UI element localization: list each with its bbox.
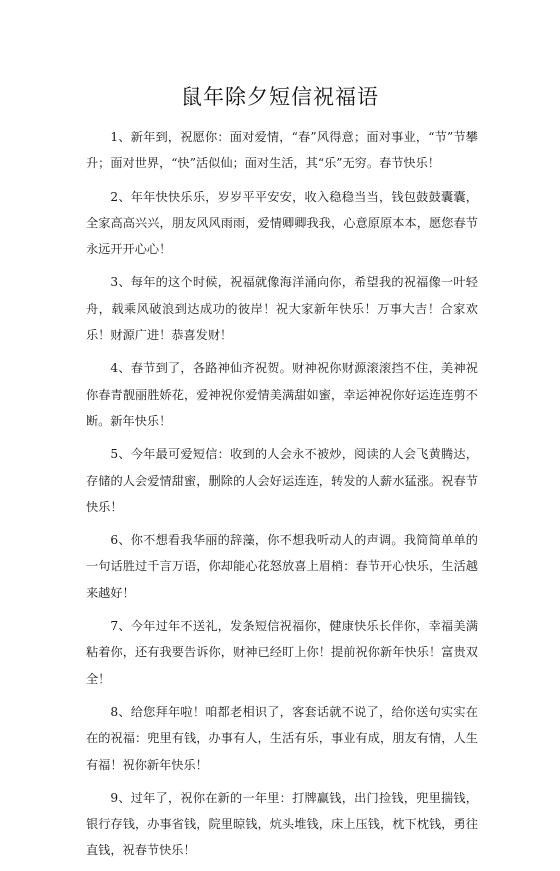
greeting-paragraph-1: 1、新年到，祝愿你：面对爱情，“春”风得意；面对事业，“节”节攀升；面对世界，“快”活似仙；面对生活，其“乐”无穷。春节快乐！ — [86, 130, 478, 171]
greeting-paragraph-9: 9、过年了，祝你在新的一年里：打牌赢钱，出门捡钱，兜里揣钱，银行存钱，办事省钱，院里晾钱，炕头堆钱，床上压钱，枕下枕钱，勇往直钱，祝春节快乐！ — [86, 790, 478, 858]
greeting-paragraph-6: 6、你不想看我华丽的辞藻，你不想我听动人的声调。我简简单单的一句话胜过千言万语，你却能心花怒放喜上眉梢：春节开心快乐，生活越来越好！ — [86, 533, 478, 600]
document-body — [86, 124, 478, 871]
greeting-paragraph-3: 3、每年的这个时候，祝福就像海洋涌向你，希望我的祝福像一叶轻舟，载乘风破浪到达成功的彼岸！祝大家新年快乐！万事大吉！合家欢乐！财源广进！恭喜发财！ — [86, 275, 478, 343]
greeting-paragraph-7: 7、今年过年不送礼，发条短信祝福你，健康快乐长伴你，幸福美满粘着你，还有我要告诉你，财神已经盯上你！提前祝你新年快乐！富贵双全！ — [86, 619, 478, 686]
greeting-paragraph-8: 8、给您拜年啦！咱都老相识了，客套话就不说了，给你送句实实在在的祝福：兜里有钱，办事有人，生活有乐，事业有成，朋友有情，人生有福！祝你新年快乐！ — [86, 704, 478, 772]
greeting-paragraph-2: 2、年年快快乐乐，岁岁平平安安，收入稳稳当当，钱包鼓鼓囊囊，全家高高兴兴，朋友风风雨雨，爱情卿卿我我，心意原原本本，愿您春节永远开开心心！ — [86, 189, 478, 257]
greeting-paragraph-5: 5、今年最可爱短信：收到的人会永不被炒，阅读的人会飞黄腾达，存储的人会爱情甜蜜，删除的人会好运连连，转发的人薪水猛涨。祝春节快乐！ — [86, 447, 478, 514]
greeting-paragraph-4: 4、春节到了，各路神仙齐祝贺。财神祝你财源滚滚挡不住，美神祝你春青靓丽胜娇花，爱神祝你爱情美满甜如蜜，幸运神祝你好运连连剪不断。新年快乐！ — [86, 361, 478, 428]
document-title: 鼠年除夕短信祝福语 — [181, 85, 379, 110]
